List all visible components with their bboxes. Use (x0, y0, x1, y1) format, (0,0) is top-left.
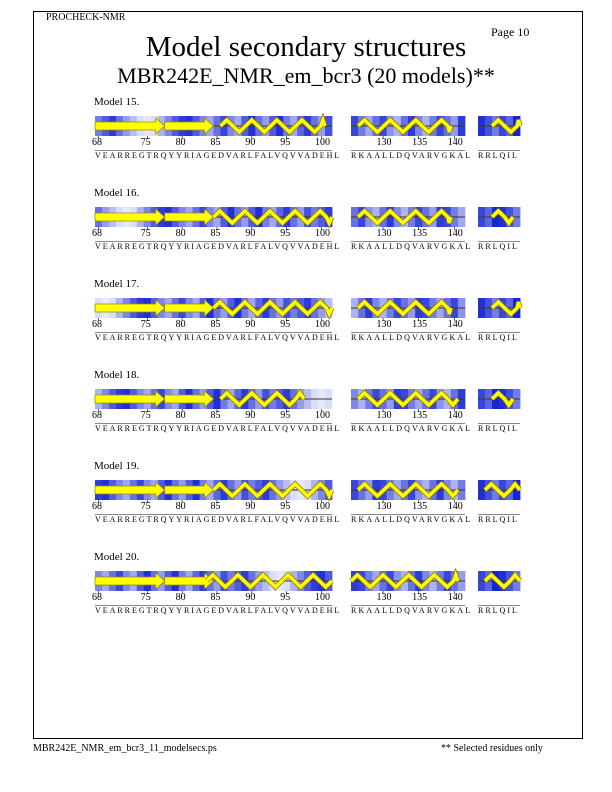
model-block (0, 187, 612, 277)
residue-tick-label: 130 (376, 592, 392, 603)
model-block (0, 551, 612, 641)
residue-tick-label: 80 (175, 228, 186, 239)
residue-sequence: RKAALLDQVARVGKAL (351, 424, 473, 433)
footer-note: ** Selected residues only (441, 743, 543, 754)
structure-track (0, 96, 612, 140)
residue-tick-label: 95 (280, 592, 291, 603)
structure-track (0, 551, 612, 595)
residue-tick-label: 90 (245, 501, 256, 512)
residue-tick-label: 130 (376, 410, 392, 421)
residue-tick-label: 80 (175, 137, 186, 148)
residue-sequence: RKAALLDQVARVGKAL (351, 606, 473, 615)
residue-tick-label: 95 (280, 228, 291, 239)
structure-track (0, 278, 612, 322)
model-label: Model 16. (94, 187, 140, 199)
residue-sequence: VEARREGTRQYYRIAGEDVARLFALVQVVADEHL (95, 333, 342, 342)
model-block (0, 460, 612, 550)
residue-tick-label: 140 (447, 228, 463, 239)
residue-tick-label: 135 (412, 501, 428, 512)
residue-tick-label: 80 (175, 410, 186, 421)
model-label: Model 18. (94, 369, 140, 381)
residue-tick-label: 85 (210, 501, 221, 512)
residue-sequence: RRLQIL (478, 515, 519, 524)
residue-tick-label: 100 (315, 410, 331, 421)
residue-sequence: RRLQIL (478, 333, 519, 342)
model-label: Model 15. (94, 96, 140, 108)
residue-tick-label: 68 (92, 592, 102, 603)
residue-tick-label: 135 (412, 410, 428, 421)
residue-tick-label: 135 (412, 137, 428, 148)
residue-tick-label: 130 (376, 137, 392, 148)
model-label: Model 20. (94, 551, 140, 563)
residue-tick-label: 140 (447, 319, 463, 330)
residue-tick-label: 90 (245, 319, 256, 330)
residue-tick-label: 85 (210, 228, 221, 239)
residue-sequence: RRLQIL (478, 606, 519, 615)
residue-sequence: RRLQIL (478, 151, 519, 160)
footer-filename: MBR242E_NMR_em_bcr3_11_modelsecs.ps (33, 743, 217, 754)
residue-tick-label: 140 (447, 137, 463, 148)
residue-tick-label: 75 (140, 137, 151, 148)
residue-tick-label: 95 (280, 410, 291, 421)
residue-tick-label: 100 (315, 592, 331, 603)
residue-tick-label: 130 (376, 501, 392, 512)
residue-tick-label: 85 (210, 410, 221, 421)
residue-tick-label: 95 (280, 137, 291, 148)
model-label: Model 19. (94, 460, 140, 472)
structure-track (0, 187, 612, 231)
model-block (0, 278, 612, 368)
page-subtitle: MBR242E_NMR_em_bcr3 (20 models)** (117, 63, 495, 88)
residue-tick-label: 68 (92, 319, 102, 330)
residue-tick-label: 100 (315, 319, 331, 330)
residue-sequence: VEARREGTRQYYRIAGEDVARLFALVQVVADEHL (95, 242, 342, 251)
residue-sequence: RKAALLDQVARVGKAL (351, 242, 473, 251)
page-title: Model secondary structures (145, 31, 467, 63)
residue-tick-label: 140 (447, 501, 463, 512)
residue-tick-label: 85 (210, 592, 221, 603)
model-label: Model 17. (94, 278, 140, 290)
residue-tick-label: 135 (412, 319, 428, 330)
residue-tick-label: 135 (412, 592, 428, 603)
residue-tick-label: 85 (210, 319, 221, 330)
residue-tick-label: 100 (315, 228, 331, 239)
residue-sequence: RRLQIL (478, 424, 519, 433)
residue-tick-label: 90 (245, 592, 256, 603)
residue-sequence: VEARREGTRQYYRIAGEDVARLFALVQVVADEHL (95, 151, 342, 160)
residue-tick-label: 95 (280, 501, 291, 512)
residue-tick-label: 75 (140, 228, 151, 239)
residue-tick-label: 75 (140, 592, 151, 603)
residue-tick-label: 80 (175, 501, 186, 512)
residue-tick-label: 90 (245, 410, 256, 421)
residue-sequence: RKAALLDQVARVGKAL (351, 151, 473, 160)
residue-tick-label: 80 (175, 592, 186, 603)
residue-sequence: RKAALLDQVARVGKAL (351, 515, 473, 524)
program-name: PROCHECK-NMR (46, 12, 126, 23)
residue-tick-label: 85 (210, 137, 221, 148)
residue-tick-label: 80 (175, 319, 186, 330)
residue-tick-label: 68 (92, 228, 102, 239)
residue-tick-label: 100 (315, 137, 331, 148)
residue-tick-label: 68 (92, 410, 102, 421)
structure-track (0, 369, 612, 413)
residue-sequence: VEARREGTRQYYRIAGEDVARLFALVQVVADEHL (95, 606, 342, 615)
residue-tick-label: 75 (140, 501, 151, 512)
residue-tick-label: 130 (376, 228, 392, 239)
residue-tick-label: 75 (140, 319, 151, 330)
residue-sequence: RKAALLDQVARVGKAL (351, 333, 473, 342)
residue-tick-label: 140 (447, 592, 463, 603)
model-block (0, 369, 612, 459)
residue-tick-label: 100 (315, 501, 331, 512)
residue-tick-label: 140 (447, 410, 463, 421)
residue-tick-label: 90 (245, 137, 256, 148)
residue-tick-label: 135 (412, 228, 428, 239)
residue-tick-label: 95 (280, 319, 291, 330)
model-block (0, 96, 612, 186)
structure-track (0, 460, 612, 504)
residue-tick-label: 130 (376, 319, 392, 330)
residue-tick-label: 68 (92, 137, 102, 148)
residue-sequence: VEARREGTRQYYRIAGEDVARLFALVQVVADEHL (95, 515, 342, 524)
residue-tick-label: 68 (92, 501, 102, 512)
residue-tick-label: 90 (245, 228, 256, 239)
page-number: Page 10 (491, 25, 530, 39)
residue-sequence: RRLQIL (478, 242, 519, 251)
residue-tick-label: 75 (140, 410, 151, 421)
residue-sequence: VEARREGTRQYYRIAGEDVARLFALVQVVADEHL (95, 424, 342, 433)
